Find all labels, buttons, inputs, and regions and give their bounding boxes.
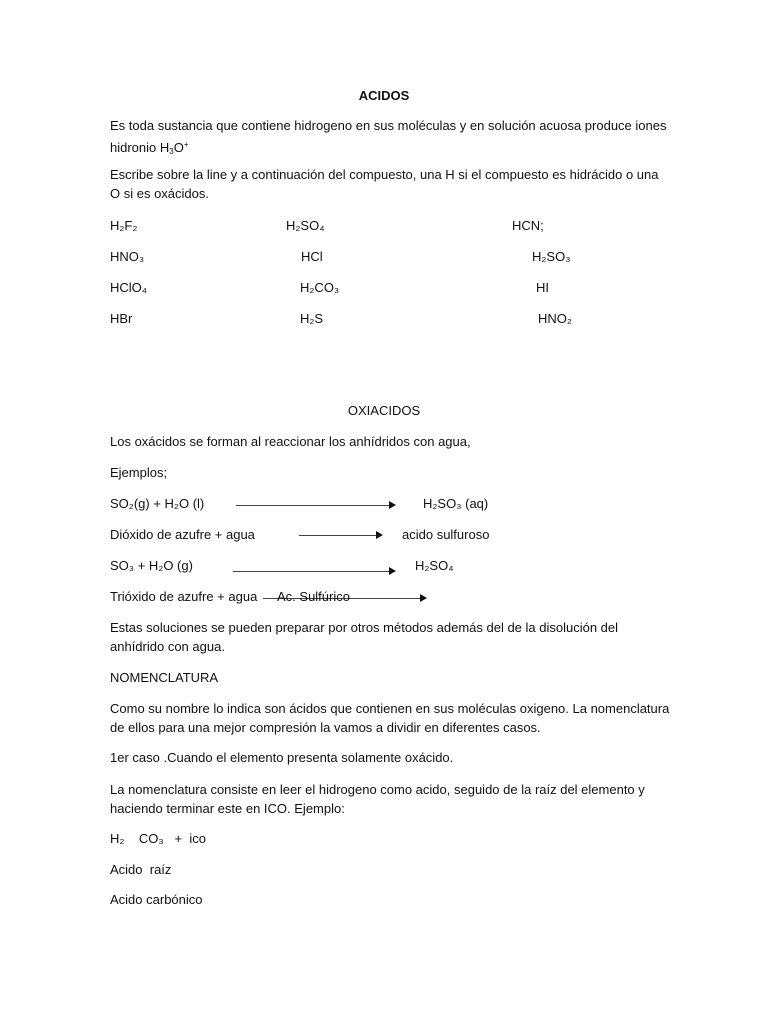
reaction-left: Dióxido de azufre + agua bbox=[110, 527, 255, 542]
reaction-right: H₂SO₄ bbox=[415, 558, 454, 573]
compound-cell: HClO₄ bbox=[110, 280, 148, 295]
section-title-nomenclatura: NOMENCLATURA bbox=[110, 670, 219, 685]
compound-cell: HI bbox=[536, 280, 549, 295]
definition-text: Es toda sustancia que contiene hidrogeno en sus moléculas y en solución acuosa produce iones hidronio bbox=[110, 118, 667, 155]
definition-paragraph bbox=[110, 116, 670, 161]
reaction-left: SO₃ + H₂O (g) bbox=[110, 558, 193, 573]
compound-cell: H₂F₂ bbox=[110, 218, 138, 233]
hydronium-formula: $H_3O^+$ bbox=[159, 140, 189, 156]
section-title-oxiacidos: OXIACIDOS bbox=[347, 403, 421, 418]
nomenclature-paragraph: Como su nombre lo indica son ácidos que contienen en sus moléculas oxigeno. La nomenclatura de ellos para una mejor compresión la vamos a dividir en diferentes casos. bbox=[110, 701, 670, 735]
example-formula: H₂ CO₃ + ico bbox=[110, 831, 206, 846]
compound-cell: H₂SO₃ bbox=[532, 249, 571, 264]
compound-cell: HCl bbox=[301, 249, 323, 264]
reaction-left: Trióxido de azufre + agua bbox=[110, 589, 258, 604]
reaction-arrow bbox=[299, 535, 381, 536]
compound-cell: HNO₂ bbox=[538, 311, 572, 326]
oxiacidos-intro: Los oxácidos se forman al reaccionar los anhídridos con agua, bbox=[110, 434, 471, 449]
reaction-left: SO₂(g) + H₂O (l) bbox=[110, 496, 205, 511]
example-name: Acido carbónico bbox=[110, 892, 203, 907]
examples-label: Ejemplos; bbox=[110, 465, 168, 480]
compound-cell: HCN; bbox=[512, 218, 544, 233]
reaction-right: Ac. Sulfúrico bbox=[277, 589, 350, 604]
instruction-paragraph: Escribe sobre la line y a continuación del compuesto, una H si el compuesto es hidrácido o una O si es oxácidos. bbox=[110, 167, 659, 201]
reaction-right: acido sulfuroso bbox=[402, 527, 490, 542]
compound-cell: HBr bbox=[110, 311, 133, 326]
reaction-right: H₂SO₃ (aq) bbox=[423, 496, 489, 511]
page-title: ACIDOS bbox=[358, 88, 410, 103]
case1-paragraph: La nomenclatura consiste en leer el hidrogeno como acido, seguido de la raíz del elemento y haciendo terminar este en ICO. Ejemplo: bbox=[110, 782, 645, 816]
compound-cell: H₂SO₄ bbox=[286, 218, 325, 233]
compound-cell: HNO₃ bbox=[110, 249, 145, 264]
reaction-arrow bbox=[233, 571, 394, 572]
compound-cell: H₂S bbox=[300, 311, 324, 326]
case1-heading: 1er caso .Cuando el elemento presenta solamente oxácido. bbox=[110, 750, 454, 765]
reaction-arrow bbox=[236, 505, 394, 506]
example-parts: Acido raíz bbox=[110, 862, 172, 877]
solutions-paragraph: Estas soluciones se pueden preparar por otros métodos además del de la disolución del anhídrido con agua. bbox=[110, 620, 619, 654]
compound-cell: H₂CO₃ bbox=[300, 280, 340, 295]
